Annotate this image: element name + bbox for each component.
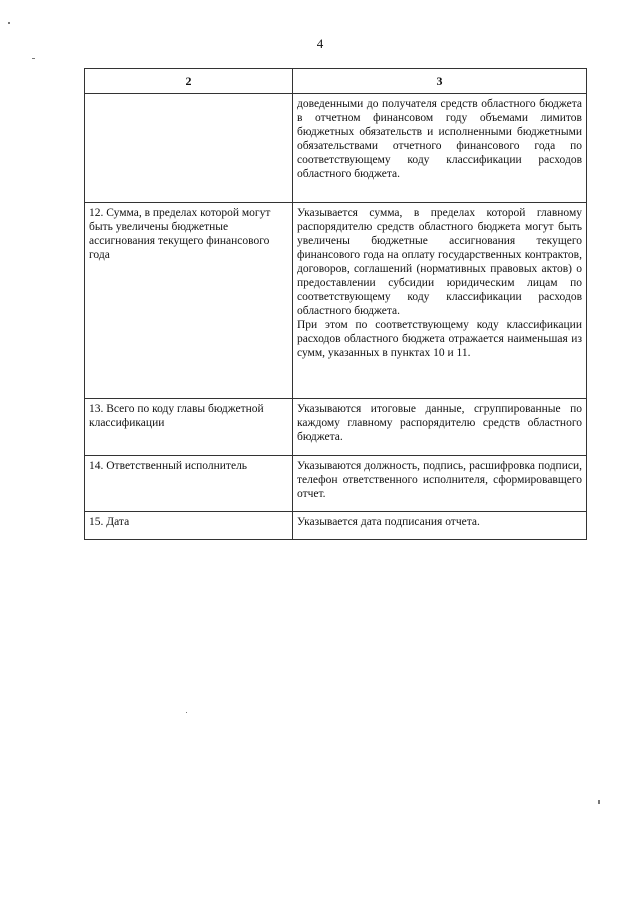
table-header-row [85, 69, 587, 94]
row-description [293, 203, 587, 399]
table-row [85, 512, 587, 540]
table-row [85, 399, 587, 456]
description-paragraph: Указывается сумма, в пределах которой главному распорядителю средств областного бюджета могут быть увеличены бюджетные ассигнования текущего финансового года на оплату государственных контрактов, договоров, соглашений (нормативных правовых актов) о предоставлении субсидии юридическим лицам по соответствующему коду классификации расходов областного бюджета. [297, 207, 582, 317]
table-row [85, 203, 587, 399]
description-paragraph: Указывается дата подписания отчета. [297, 516, 480, 528]
page-number: 4 [316, 36, 324, 51]
row-field-name: 14. Ответственный исполнитель [85, 456, 293, 512]
column-header-2: 2 [85, 69, 293, 94]
column-header-3: 3 [293, 69, 587, 94]
row-description [293, 512, 587, 540]
description-paragraph: При этом по соответствующему коду классификации расходов областного бюджета отражается наименьшая из сумм, указанных в пунктах 10 и 11. [297, 319, 582, 359]
scan-speck [598, 800, 600, 804]
row-description [293, 399, 587, 456]
row-field-name: 12. Сумма, в пределах которой могут быть увеличены бюджетные ассигнования текущего финансового года [85, 203, 293, 399]
scan-speck [32, 58, 35, 59]
instructions-table [84, 68, 587, 540]
row-description [293, 94, 587, 203]
row-description [293, 456, 587, 512]
row-field-name: 15. Дата [85, 512, 293, 540]
table-row [85, 94, 587, 203]
table-row [85, 456, 587, 512]
row-field-name [85, 94, 293, 203]
description-paragraph: доведенными до получателя средств областного бюджета в отчетном финансовом году объемами лимитов бюджетных обязательств и исполненными бюджетными обязательствами отчетного финансового года по соответствующему коду классификации расходов областного бюджета. [297, 98, 582, 180]
scan-speck [8, 22, 10, 24]
row-field-name: 13. Всего по коду главы бюджетной классификации [85, 399, 293, 456]
description-paragraph: Указываются итоговые данные, сгруппированные по каждому главному распорядителю средств областного бюджета. [297, 403, 582, 443]
description-paragraph: Указываются должность, подпись, расшифровка подписи, телефон ответственного исполнителя, сформировавщего отчет. [297, 460, 582, 500]
scan-speck [186, 712, 187, 713]
